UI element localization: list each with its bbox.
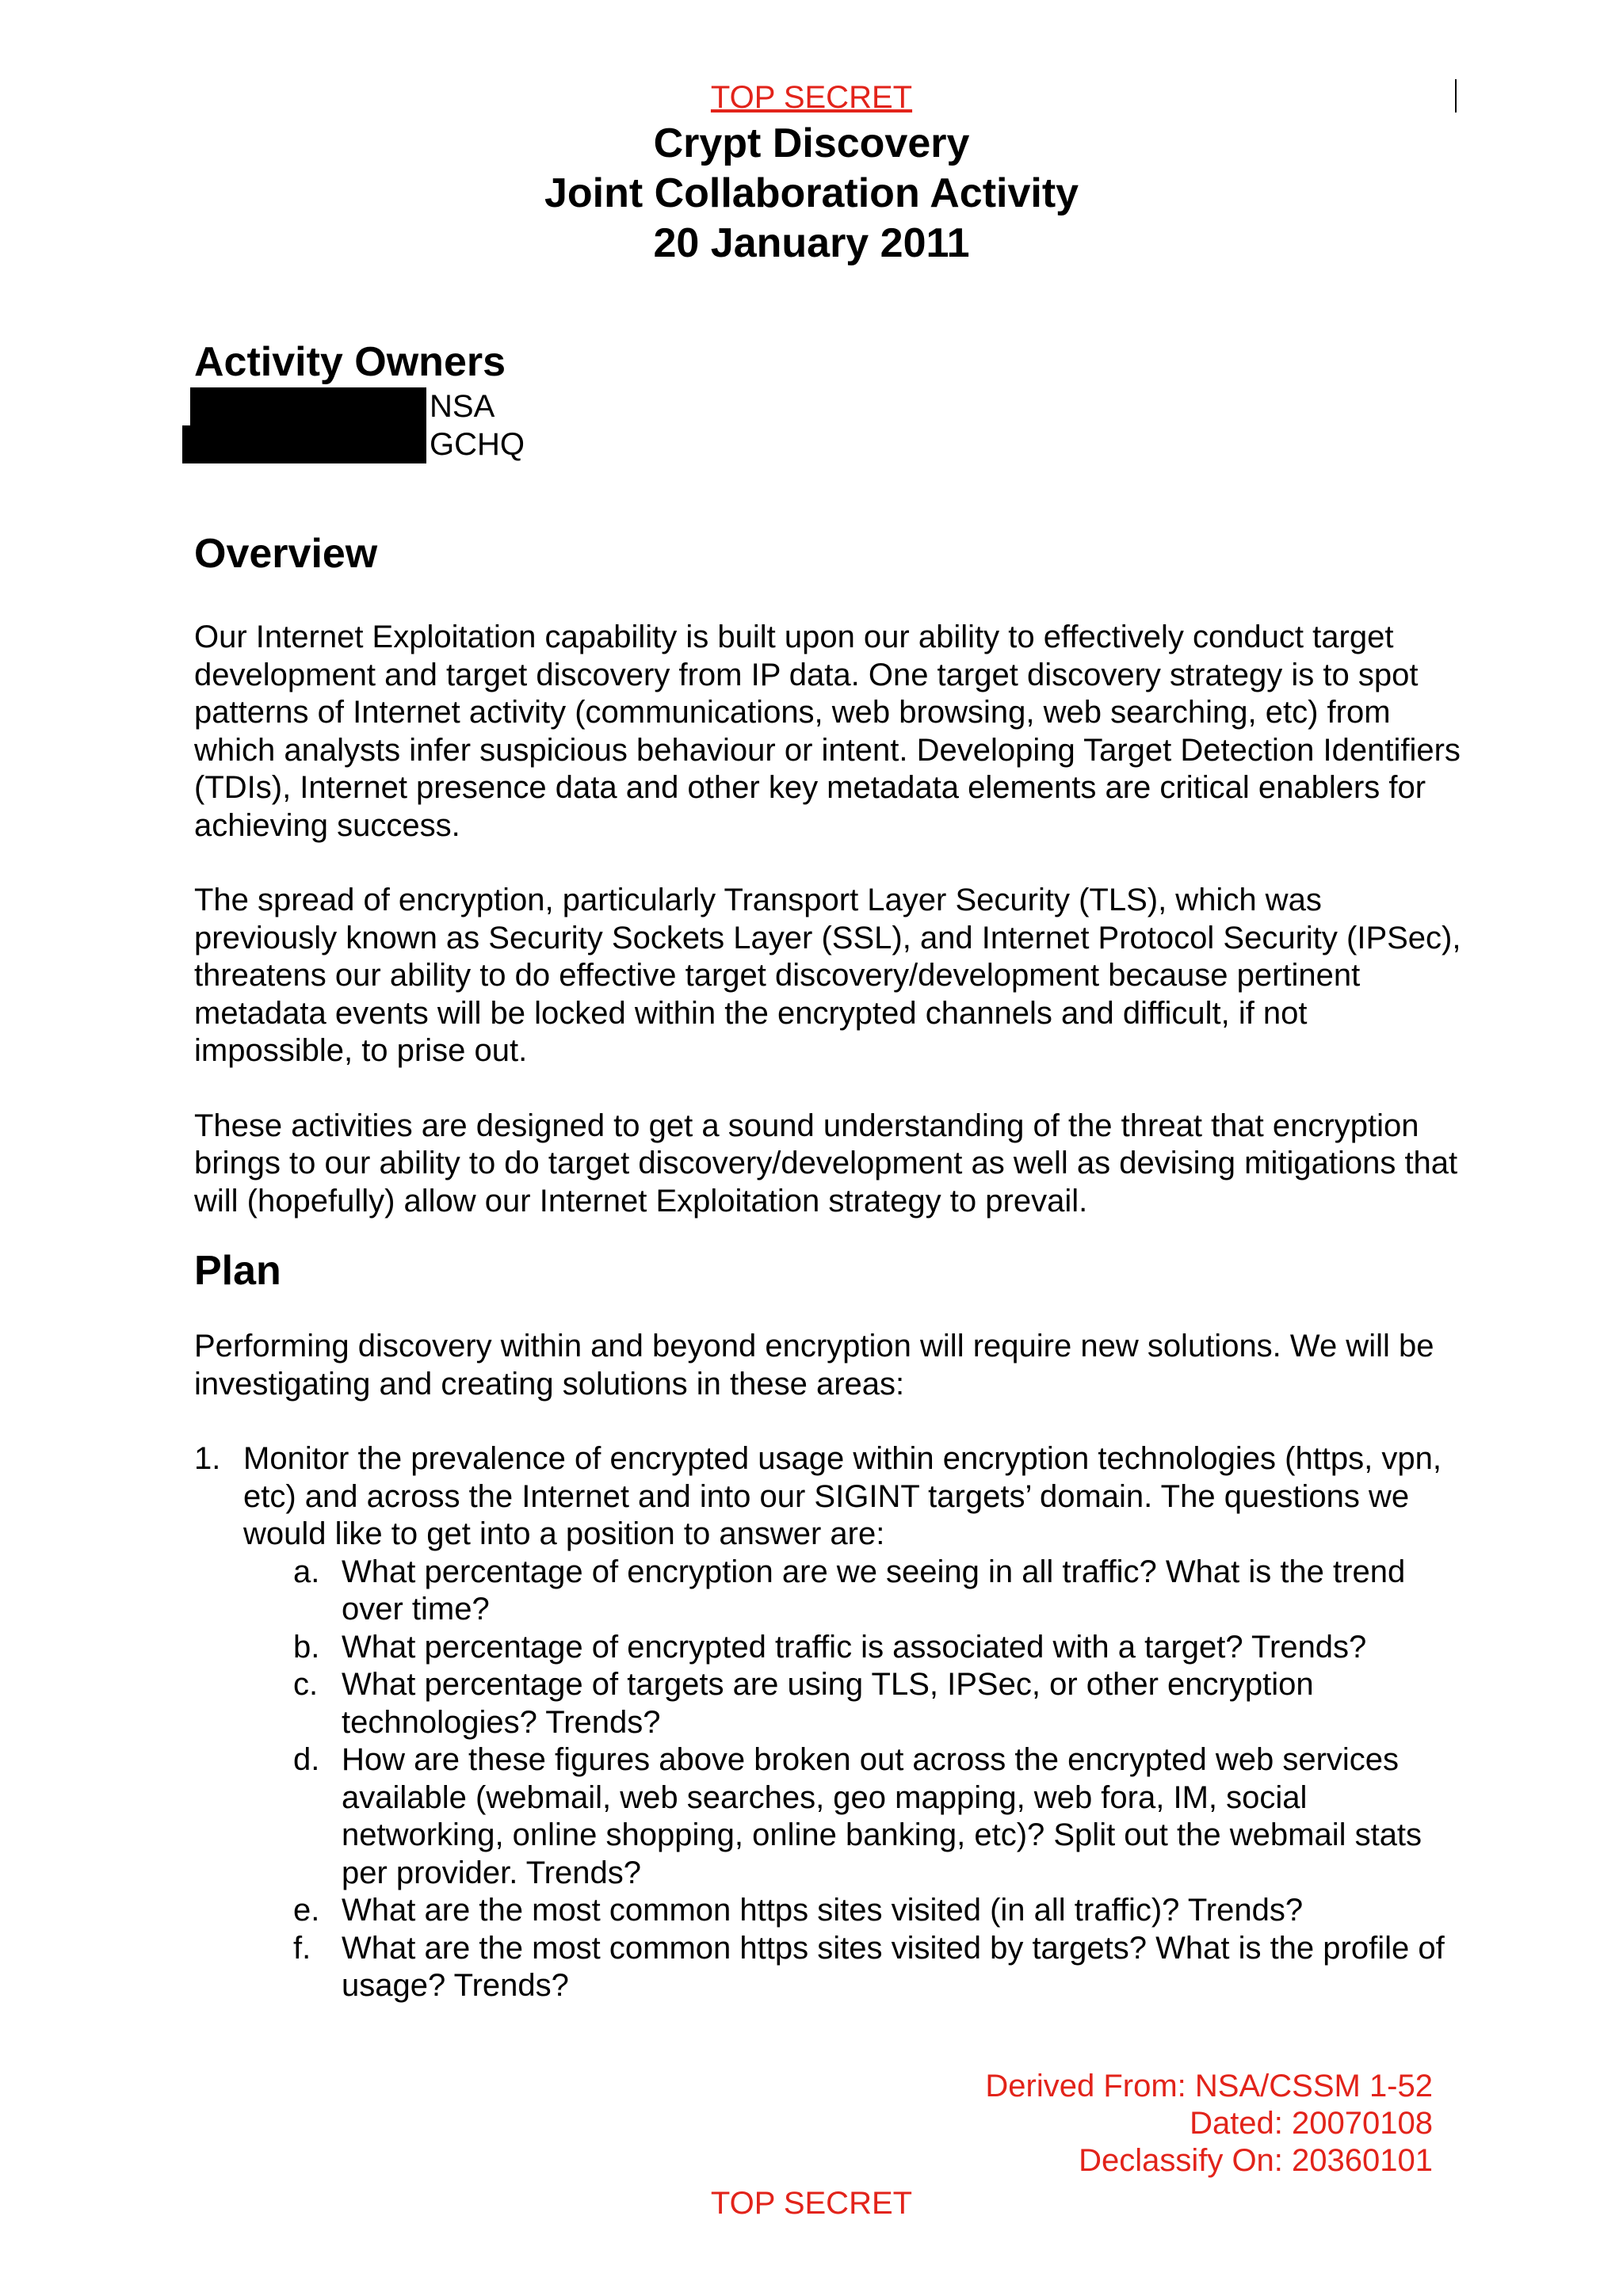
sublist-letter: f. [293,1930,311,1966]
list-item-text: Monitor the prevalence of encrypted usage within encryption technologies (https, vpn, etc) and across the Internet and into our SIGINT targets’ domain. The questions we would like to get into a position to answer are: [243,1441,1442,1551]
section-heading-plan: Plan [194,1248,281,1294]
sublist-item [243,1892,1462,1930]
document-body [194,337,1462,2005]
title-line-1: Crypt Discovery [653,120,970,166]
sublist-letter: c. [293,1667,319,1702]
declassify-on: Declassify On: 20360101 [1079,2143,1433,2178]
sublist-letter: e. [293,1893,320,1928]
overview-paragraph-1: Our Internet Exploitation capability is built upon our ability to effectively conduct target development and target discovery from IP data. One target discovery strategy is to spot patterns of Internet activity (communications, web browsing, web searching, etc) from which analysts infer suspicious behaviour or intent. Developing Target Detection Identifiers (TDIs), Internet presence data and other key metadata elements are critical enablers for achieving success. [194,620,1461,843]
owner-row-gchq [194,425,1462,463]
list-number: 1. [194,1441,221,1476]
sublist-item [243,1741,1462,1892]
sublist-item-text: What percentage of encryption are we seeing in all traffic? What is the trend over time? [342,1554,1406,1627]
sublist-item-text: How are these figures above broken out across the encrypted web services available (webmail, web searches, geo mapping, web fora, IM, social networking, online shopping, online banking, etc)? Split out the webmail stats per provider. Trends? [342,1742,1423,1890]
redaction-box [190,387,426,425]
title-line-3: 20 January 2011 [653,220,970,266]
section-heading-owners: Activity Owners [194,339,506,385]
sublist-item-text: What are the most common https sites visited (in all traffic)? Trends? [342,1893,1304,1928]
section-heading-overview: Overview [194,531,378,577]
sublist-item [243,1666,1462,1741]
redaction-box [182,425,426,463]
sublist-item [243,1629,1462,1667]
sublist-item-text: What percentage of encrypted traffic is associated with a target? Trends? [342,1629,1367,1665]
list-item [194,1440,1462,2005]
classification-banner-top: TOP SECRET [710,80,913,115]
sublist-item [243,1930,1462,2005]
sublist-item [243,1554,1462,1629]
derived-from: Derived From: NSA/CSSM 1-52 [985,2069,1433,2103]
sublist-letter: a. [293,1554,320,1589]
sublist-item-text: What are the most common https sites visited by targets? What is the profile of usage? Trends? [342,1930,1445,2003]
revision-change-bar [1455,79,1457,113]
owner-row-nsa [194,387,1462,425]
dated: Dated: 20070108 [1190,2106,1433,2141]
owner-org: NSA [430,389,495,424]
overview-paragraph-3: These activities are designed to get a sound understanding of the threat that encryption brings to our ability to do target discovery/development as well as devising mitigations that will (hopefully) allow our Internet Exploitation strategy to prevail. [194,1108,1458,1219]
plan-intro: Performing discovery within and beyond encryption will require new solutions. We will be investigating and creating solutions in these areas: [194,1329,1434,1402]
classification-banner-bottom: TOP SECRET [710,2186,913,2221]
classification-authority-block [985,2068,1433,2180]
sublist-item-text: What percentage of targets are using TLS, IPSec, or other encryption technologies? Trends? [342,1667,1314,1740]
sublist-letter: b. [293,1629,320,1665]
overview-paragraph-2: The spread of encryption, particularly Transport Layer Security (TLS), which was previously known as Security Sockets Layer (SSL), and Internet Protocol Security (IPSec), threatens our ability to do effective target discovery/development because pertinent metadata events will be locked within the encrypted channels and difficult, if not impossible, to prise out. [194,883,1461,1068]
plan-sublist [243,1554,1462,2005]
owners-list [194,387,1462,463]
plan-list [194,1440,1462,2005]
title-line-2: Joint Collaboration Activity [544,170,1079,216]
owner-org: GCHQ [430,427,525,462]
document-title [0,119,1623,269]
sublist-letter: d. [293,1742,320,1777]
